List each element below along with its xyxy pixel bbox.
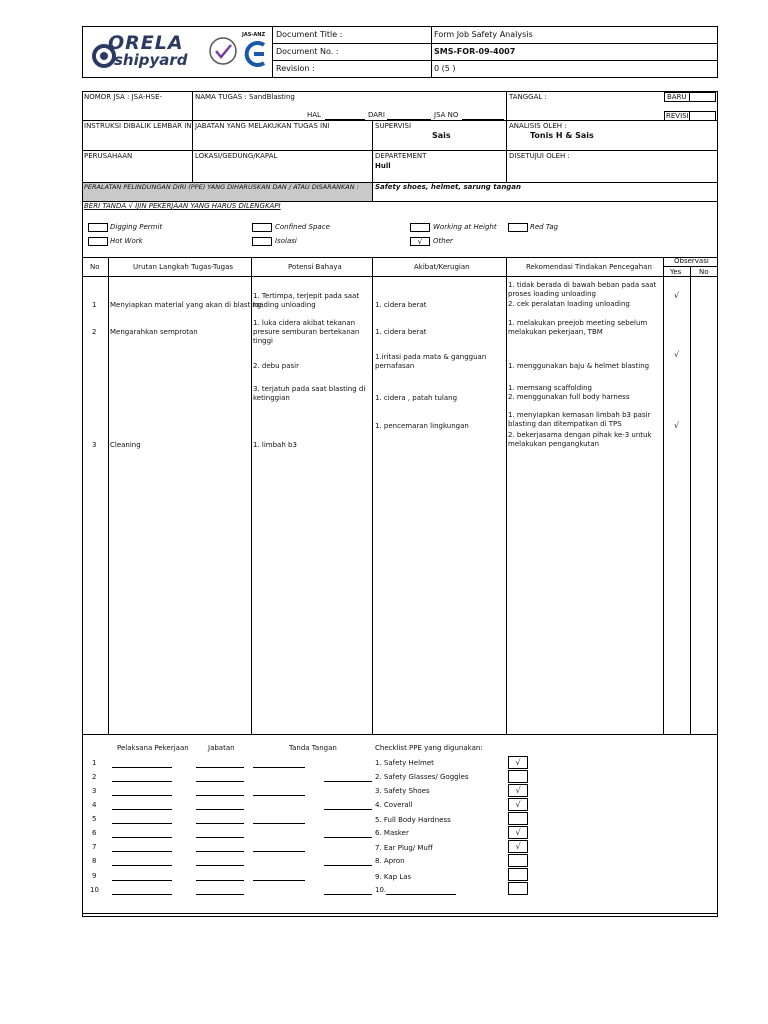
worker-row-number: 1 (92, 759, 97, 767)
signature-field[interactable] (253, 767, 305, 768)
permit-checkbox-red-tag[interactable] (508, 223, 528, 232)
jabatan-field[interactable] (196, 809, 244, 810)
hazard-text: 3. terjatuh pada saat blasting di ketinggian (253, 385, 366, 402)
baru-label: BARU (667, 93, 687, 101)
pelaksana-field[interactable] (112, 837, 172, 838)
jabatan-field[interactable] (196, 894, 244, 895)
ppe-checkbox-apron[interactable] (508, 854, 528, 867)
permit-label-other: Other (433, 237, 453, 245)
worker-row-number: 6 (92, 829, 97, 837)
table-header-line (82, 276, 718, 277)
step-number: 2 (92, 328, 97, 336)
col-header-observasi: Observasi (674, 257, 709, 265)
table-col-divider (690, 266, 691, 734)
departemen-value: Hull (375, 162, 391, 170)
worker-row-number: 9 (92, 872, 97, 880)
pelaksana-field[interactable] (112, 823, 172, 824)
col-header-yes: Yes (670, 268, 682, 276)
signature-field[interactable] (324, 809, 372, 810)
jabatan-field[interactable] (196, 767, 244, 768)
info-divider (372, 120, 373, 182)
pelaksana-field[interactable] (112, 851, 172, 852)
ppe-item-label: 3. Safety Shoes (375, 787, 430, 795)
permit-label-confined-space: Confined Space (275, 223, 330, 231)
jas-anz-logo-icon (242, 39, 270, 69)
ppe-checkbox-masker[interactable]: √ (508, 826, 528, 839)
jsa-no-label: JSA NO (434, 111, 459, 119)
supervisi-value: Sais (432, 131, 451, 140)
signature-field[interactable] (253, 823, 305, 824)
jabatan-field[interactable] (196, 880, 244, 881)
signature-field[interactable] (253, 795, 305, 796)
permit-checkbox-hot-work[interactable] (88, 237, 108, 246)
ppe-item-label: 2. Safety Glasses/ Goggles (375, 773, 469, 781)
ppe-item-label: 1. Safety Helmet (375, 759, 434, 767)
col-header-no: No (90, 263, 100, 271)
permit-checkbox-confined-space[interactable] (252, 223, 272, 232)
perusahaan-label: PERUSAHAAN (84, 152, 133, 160)
doc-no-label: Document No. : (276, 47, 339, 56)
permit-label-isolasi: Isolasi (275, 237, 297, 245)
observation-yes-mark: √ (674, 350, 680, 359)
step-number: 1 (92, 301, 97, 309)
analisis-label: ANALISIS OLEH : (509, 122, 567, 130)
ppe-checkbox-coverall[interactable]: √ (508, 798, 528, 811)
worker-row-number: 10 (90, 886, 99, 894)
info-row-line (82, 150, 718, 151)
info-divider (192, 91, 193, 120)
ppe-item-label: 10. (375, 886, 387, 894)
ppe-checkbox-helmet[interactable]: √ (508, 756, 528, 769)
permit-label-red-tag: Red Tag (530, 223, 559, 231)
col-header-potensi: Potensi Bahaya (288, 263, 342, 271)
recommendation-text: 2. menggunakan full body harness (508, 393, 630, 401)
ppe-checkbox-earplug[interactable]: √ (508, 840, 528, 853)
worker-row-number: 2 (92, 773, 97, 781)
permit-label-digging: Digging Permit (110, 223, 163, 231)
baru-box-divider (689, 92, 690, 102)
disetujui-label: DISETUJUI OLEH : (509, 152, 570, 160)
header-row-line (272, 60, 718, 61)
doc-title-label: Document Title : (276, 30, 343, 39)
col-header-akibat: Akibat/Kerugian (414, 263, 470, 271)
permit-label-hot-work: Hot Work (110, 237, 143, 245)
revision-label: Revision : (276, 64, 315, 73)
jabatan-label: JABATAN YANG MELAKUKAN TUGAS INI (195, 122, 330, 130)
consequence-text: 1. cidera berat (375, 328, 427, 336)
signature-field[interactable] (253, 851, 305, 852)
certification-seal-icon (208, 36, 238, 66)
col-header-urutan: Urutan Langkah Tugas-Tugas (133, 263, 234, 271)
step-text: Menyiapkan material yang akan di blasting (110, 301, 262, 309)
info-divider (372, 182, 373, 201)
ppe-item-label: 5. Full Body Hardness (375, 816, 451, 824)
table-bottom-line (82, 734, 718, 735)
worker-row-number: 8 (92, 857, 97, 865)
hazard-text: 2. debu pasir (253, 362, 299, 370)
info-row-line (82, 120, 718, 121)
consequence-text: 1. cidera berat (375, 301, 427, 309)
permit-checkbox-isolasi[interactable] (252, 237, 272, 246)
revisi-label: REVISI (666, 112, 689, 120)
recommendation-text: 2. bekerjasama dengan pihak ke-3 untuk melakukan pengangkutan (508, 431, 652, 448)
consequence-text: 1. cidera , patah tulang (375, 394, 458, 402)
jabatan-header: Jabatan (208, 744, 235, 752)
tanda-tangan-header: Tanda Tangan (289, 744, 337, 752)
signature-field[interactable] (324, 894, 372, 895)
jabatan-field[interactable] (196, 795, 244, 796)
recommendation-text: 1. menyiapkan kemasan limbah b3 pasir blasting dan ditempatkan di TPS (508, 411, 651, 428)
step-number: 3 (92, 441, 97, 449)
hal-label: HAL (307, 111, 321, 119)
col-header-no-obs: No (699, 268, 709, 276)
recommendation-text: 1. melakukan preejob meeting sebelum melakukan pekerjaan, TBM (508, 319, 648, 336)
recommendation-text: 2. cek peralatan loading unloading (508, 300, 630, 308)
pelaksana-field[interactable] (112, 809, 172, 810)
ppe-required-value: Safety shoes, helmet, sarung tangan (375, 183, 522, 191)
signature-field[interactable] (324, 837, 372, 838)
table-col-divider (663, 257, 664, 734)
worker-row-number: 3 (92, 787, 97, 795)
consequence-text: 1.iritasi pada mata & gangguan pernafasan (375, 353, 487, 370)
pelaksana-field[interactable] (112, 795, 172, 796)
table-top-line (82, 257, 718, 258)
step-text: Cleaning (110, 441, 141, 449)
jabatan-field[interactable] (196, 865, 244, 866)
info-divider (506, 91, 507, 120)
nama-tugas-value: SandBlasting (249, 93, 295, 101)
recommendation-text: 1. tidak berada di bawah beban pada saat proses loading unloading (508, 281, 657, 298)
pelaksana-field[interactable] (112, 894, 172, 895)
ppe-checkbox-harness[interactable] (508, 812, 528, 825)
observasi-split-line (663, 266, 718, 267)
header-divider (272, 26, 273, 78)
jabatan-field[interactable] (196, 781, 244, 782)
dari-label: DARI (368, 111, 385, 119)
supervisi-label: SUPERVISI (375, 122, 412, 130)
hazard-text: 1. Tertimpa, terjepit pada saat loading unloading (253, 292, 360, 309)
pelaksana-field[interactable] (112, 781, 172, 782)
nama-tugas-label: NAMA TUGAS : (195, 93, 247, 101)
table-col-divider (506, 257, 507, 734)
pelaksana-header: Pelaksana Pekerjaan (117, 744, 189, 752)
consequence-text: 1. pencemaran lingkungan (375, 422, 469, 430)
checklist-header: Checklist PPE yang digunakan: (375, 744, 483, 752)
company-logo (90, 32, 205, 74)
hazard-text: 1. luka cidera akibat tekanan presure semburan bertekanan tinggi (253, 319, 360, 345)
jabatan-field[interactable] (196, 823, 244, 824)
permit-instruction: BERI TANDA √ IJIN PEKERJAAN YANG HARUS DILENGKAPI (84, 202, 281, 210)
header-divider (431, 26, 432, 78)
recommendation-text: 1. memsang scaffolding (508, 384, 592, 392)
lokasi-label: LOKASI/GEDUNG/KAPAL (195, 152, 278, 160)
ppe-item-label: 6. Masker (375, 829, 409, 837)
analisis-value: Tonis H & Sais (530, 131, 594, 140)
jabatan-field[interactable] (196, 851, 244, 852)
signature-field[interactable] (324, 781, 372, 782)
nomor-jsa: NOMOR JSA : JSA-HSE- (84, 93, 163, 101)
signature-field[interactable] (253, 880, 305, 881)
ppe-checkbox-kap-las[interactable] (508, 868, 528, 881)
ppe-item-label: 8. Apron (375, 857, 405, 865)
form-bottom-line (82, 913, 718, 914)
ppe-checkbox-other[interactable] (508, 882, 528, 895)
jas-anz-label: JAS-ANZ (242, 32, 266, 38)
revision-value: 0 (5 ) (434, 64, 456, 73)
ppe-other-field[interactable] (386, 894, 456, 895)
step-text: Mengarahkan semprotan (110, 328, 198, 336)
signature-field[interactable] (324, 865, 372, 866)
permit-checkbox-digging[interactable] (88, 223, 108, 232)
col-header-rekomendasi: Rekomendasi Tindakan Pencegahan (526, 263, 652, 271)
ppe-required-label: PERALATAN PELINDUNGAN DIRI (PPE) YANG DIHARUSKAN DAN / ATAU DISARANKAN : (84, 183, 359, 191)
table-col-divider (108, 257, 109, 734)
ppe-item-label: 4. Coverall (375, 801, 413, 809)
ppe-checkbox-glasses[interactable] (508, 770, 528, 783)
pelaksana-field[interactable] (112, 767, 172, 768)
header-row-line (272, 43, 718, 44)
recommendation-text: 1. menggunakan baju & helmet blasting (508, 362, 650, 370)
permit-label-working-height: Working at Height (433, 223, 497, 231)
info-divider (506, 120, 507, 182)
ppe-item-label: 9. Kap Las (375, 873, 412, 881)
worker-row-number: 7 (92, 843, 97, 851)
logo-subtext: shipyard (114, 51, 188, 69)
hazard-text: 1. limbah b3 (253, 441, 297, 449)
ppe-item-label: 7. Ear Plug/ Muff (375, 844, 433, 852)
pelaksana-field[interactable] (112, 865, 172, 866)
logo-text: ORELA (108, 32, 184, 54)
observation-yes-mark: √ (674, 291, 680, 300)
instruksi-label: INSTRUKSI DIBALIK LEMBAR INI (84, 122, 194, 130)
doc-title-value: Form Job Safety Analysis (434, 30, 533, 39)
jas-anz-badge (242, 32, 270, 70)
tanggal-label: TANGGAL : (509, 93, 547, 101)
worker-row-number: 4 (92, 801, 97, 809)
jabatan-field[interactable] (196, 837, 244, 838)
ppe-checkbox-shoes[interactable]: √ (508, 784, 528, 797)
departemen-label: DEPARTEMENT (375, 152, 427, 160)
doc-no-value: SMS-FOR-09-4007 (434, 47, 516, 56)
worker-row-number: 5 (92, 815, 97, 823)
pelaksana-field[interactable] (112, 880, 172, 881)
permit-checkbox-working-height[interactable] (410, 223, 430, 232)
permit-checkbox-other[interactable]: √ (410, 237, 430, 246)
certification-badge (208, 36, 238, 66)
table-col-divider (251, 257, 252, 734)
observation-yes-mark: √ (674, 421, 680, 430)
